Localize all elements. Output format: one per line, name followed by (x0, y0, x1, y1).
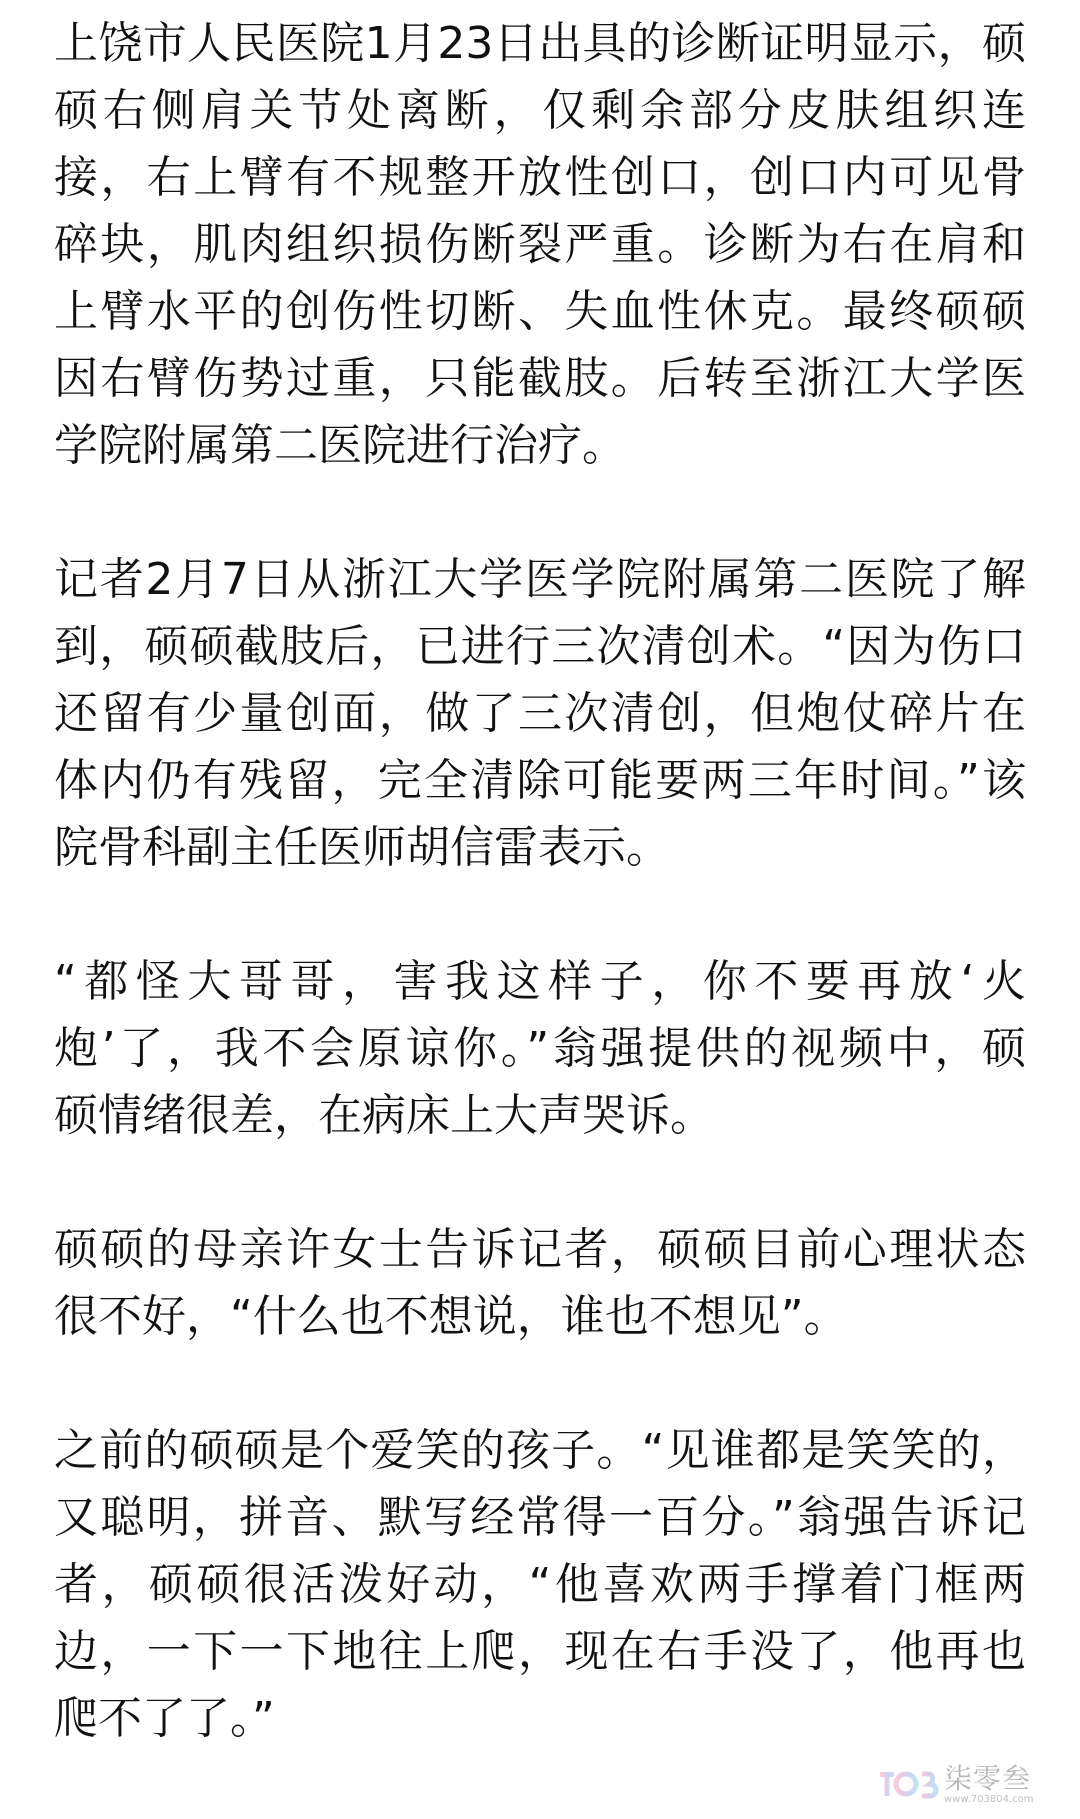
text-line: 还留有少量创面，做了三次清创，但炮仗碎片在 (54, 688, 1026, 739)
watermark-name: 柒零叁 (944, 1762, 1032, 1795)
paragraph-diagnosis (54, 10, 1026, 479)
paragraph-mother (54, 1216, 1026, 1350)
text-line: 之前的硕硕是个爱笑的孩子。“见谁都是笑笑的， (54, 1425, 1026, 1476)
text-line: 体内仍有残留，完全清除可能要两三年时间。”该 (54, 755, 1026, 806)
text-line: 硕右侧肩关节处离断，仅剩余部分皮肤组织连 (54, 85, 1026, 136)
watermark-logo-icon (878, 1762, 940, 1808)
watermark (878, 1757, 1068, 1813)
watermark-url: www.703804.com (944, 1794, 1034, 1805)
text-line: 因右臂伤势过重，只能截肢。后转至浙江大学医 (54, 353, 1026, 404)
text-line: 院骨科副主任医师胡信雷表示。 (54, 822, 670, 873)
text-line: 学院附属第二医院进行治疗。 (54, 420, 626, 471)
text-line: 又聪明，拼音、默写经常得一百分。”翁强告诉记 (54, 1492, 1026, 1543)
text-line: 硕硕的母亲许女士告诉记者，硕硕目前心理状态 (54, 1224, 1026, 1275)
paragraph-quote (54, 948, 1026, 1149)
watermark-text (944, 1762, 1034, 1805)
article-body (54, 10, 1026, 1819)
text-line: “都怪大哥哥，害我这样子，你不要再放‘火 (54, 956, 1026, 1007)
text-line: 边，一下一下地往上爬，现在右手没了，他再也 (54, 1626, 1026, 1677)
text-line: 上臂水平的创伤性切断、失血性休克。最终硕硕 (54, 286, 1026, 337)
text-line: 上饶市人民医院1月23日出具的诊断证明显示，硕 (54, 18, 1026, 69)
text-line: 到，硕硕截肢后，已进行三次清创术。“因为伤口 (54, 621, 1026, 672)
text-line: 很不好，“什么也不想说，谁也不想见”。 (54, 1291, 848, 1342)
paragraph-surgery (54, 546, 1026, 881)
text-line: 硕情绪很差，在病床上大声哭诉。 (54, 1090, 714, 1141)
text-line: 接，右上臂有不规整开放性创口，创口内可见骨 (54, 152, 1026, 203)
paragraph-before (54, 1417, 1026, 1752)
text-line: 爬不了了。” (54, 1693, 275, 1744)
text-line: 炮’了，我不会原谅你。”翁强提供的视频中，硕 (54, 1023, 1026, 1074)
text-line: 记者2月7日从浙江大学医学院附属第二医院了解 (54, 554, 1026, 605)
text-line: 碎块，肌肉组织损伤断裂严重。诊断为右在肩和 (54, 219, 1026, 270)
text-line: 者，硕硕很活泼好动，“他喜欢两手撑着门框两 (54, 1559, 1026, 1610)
